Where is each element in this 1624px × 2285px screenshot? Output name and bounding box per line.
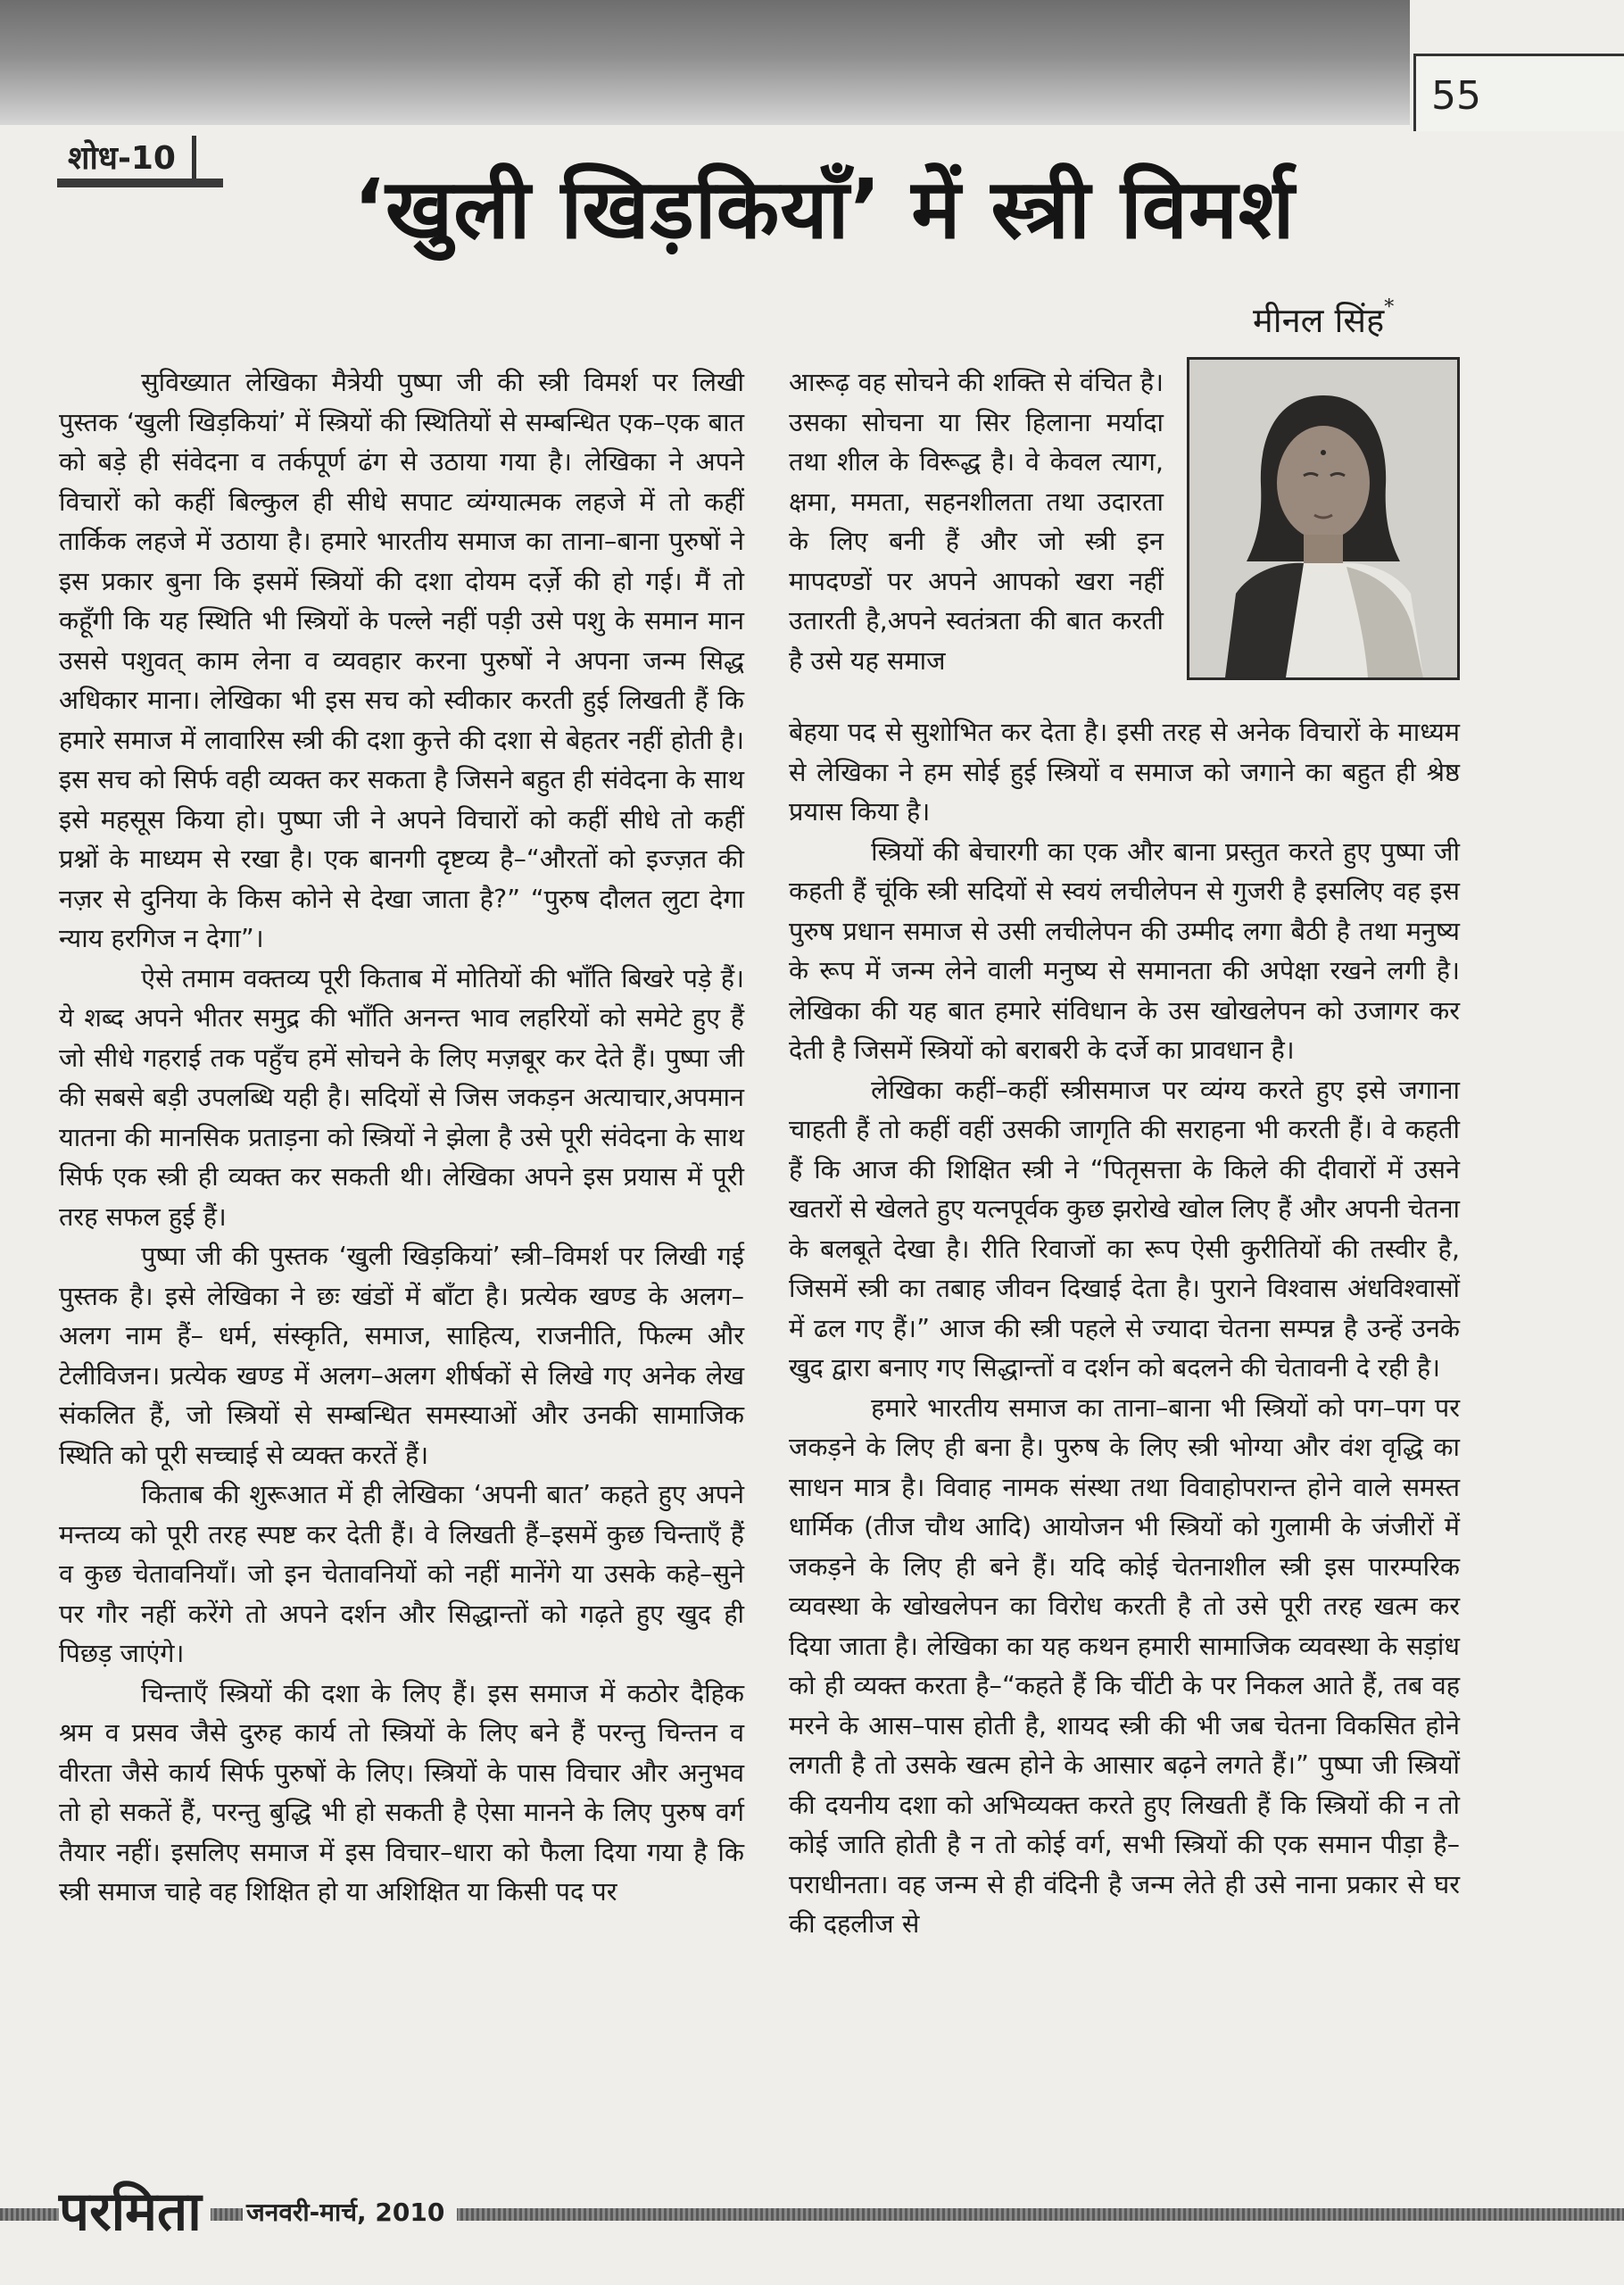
magazine-name: परमिता	[59, 2178, 211, 2246]
author-photo	[1187, 357, 1460, 680]
article-title: ‘खुली खिड़कियाँ’ में स्त्री विमर्श	[353, 162, 1296, 257]
paragraph: आरूढ़ वह सोचने की शक्ति से वंचित है। उसका सोचना या सिर हिलाना मर्यादा तथा शील के विरूद्ध है। वे केवल त्याग, क्षमा, ममता, सहनशीलता तथा उदारता के लिए बनी हैं और जो स्त्री इन मापदण्डों पर अपने आपको खरा नहीं उतारती है,अपने स्वतंत्रता की बात करती है उसे यह समाज	[789, 367, 1164, 676]
paragraph: लेखिका कहीं–कहीं स्त्रीसमाज पर व्यंग्य करते हुए इसे जगाना चाहती हैं तो कहीं वहीं उसकी जागृति की सराहना भी करती हैं। वे कहती हैं कि आज की शिक्षित स्त्री ने “पितृसत्ता के किले की दीवारों में उसने खतरों से खेलते हुए यत्नपूर्वक कुछ झरोखे खोल लिए हैं और अपनी चेतना के बलबूते देखा है। रीति रिवाजों का रूप ऐसी कुरीतियों की तस्वीर है, जिसमें स्त्री का तबाह जीवन दिखाई देता है। पुराने विश्वास अंधविश्वासों में ढल गए हैं।” आज की स्त्री पहले से ज्यादा चेतना सम्पन्न है उन्हें उनके खुद द्वारा बनाए गए सिद्धान्तों व दर्शन को बदलने की चेतावनी दे रही है।	[789, 1074, 1461, 1383]
right-column-top	[789, 362, 1164, 680]
section-tag-underline	[57, 179, 223, 187]
paragraph: किताब की शुरूआत में ही लेखिका ‘अपनी बात’ कहते हुए अपने मन्तव्य को पूरी तरह स्पष्ट कर देती हैं। वे लिखती हैं–इसमें कुछ चिन्ताएँ हैं व कुछ चेतावनियाँ। जो इन चेतावनियों को नहीं मानेंगे या उसके कहे–सुने पर गौर नहीं करेंगे तो अपने दर्शन और सिद्धान्तों को गढ़ते हुए खुद ही पिछड़ जाएंगे।	[59, 1479, 744, 1668]
author-footnote-mark: *	[1384, 296, 1395, 319]
paragraph: ऐसे तमाम वक्तव्य पूरी किताब में मोतियों की भाँति बिखरे पड़े हैं। ये शब्द अपने भीतर समुद्र की भाँति अनन्त भाव लहरियों को समेटे हुए हैं जो सीधे गहराई तक पहुँच हमें सोचने के लिए मज़बूर कर देते हैं। पुष्पा जी की सबसे बड़ी उपलब्धि यही है। सदियों से जिस जकड़न अत्याचार,अपमान यातना की मानसिक प्रताड़ना को स्त्रियों ने झेला है उसे पूरी संवेदना के साथ सिर्फ एक स्त्री ही व्यक्त कर सकती थी। लेखिका अपने इस प्रयास में पूरी तरह सफल हुई हैं।	[59, 962, 744, 1232]
paragraph: चिन्ताएँ स्त्रियों की दशा के लिए हैं। इस समाज में कठोर दैहिक श्रम व प्रसव जैसे दुरुह कार्य तो स्त्रियों के लिए बने हैं परन्तु चिन्तन व वीरता जैसे कार्य सिर्फ पुरुषों के लिए। स्त्रियों के पास विचार और अनुभव तो हो सकतें हैं, परन्तु बुद्धि भी हो सकती है ऐसा मानने के लिए पुरुष वर्ग तैयार नहीं। इसलिए समाज में इस विचार–धारा को फैला दिया गया है कि स्त्री समाज चाहे वह शिक्षित हो या अशिक्षित या किसी पद पर	[59, 1677, 744, 1907]
section-tag: शोध-10	[59, 136, 196, 187]
paragraph: पुष्पा जी की पुस्तक ‘खुली खिड़कियां’ स्त्री–विमर्श पर लिखी गई पुस्तक है। इसे लेखिका ने छः खंडों में बाँटा है। प्रत्येक खण्ड के अलग–अलग नाम हैं– धर्म, संस्कृति, समाज, साहित्य, राजनीति, फिल्म और टेलीविजन। प्रत्येक खण्ड में अलग–अलग शीर्षकों से लिखे गए अनेक लेख संकलित हैं, जो स्त्रियों से सम्बन्धित समस्याओं और उनकी सामाजिक स्थिति को पूरी सच्चाई से व्यक्त करतें हैं।	[59, 1241, 744, 1470]
right-column	[789, 712, 1460, 1944]
paragraph: बेहया पद से सुशोभित कर देता है। इसी तरह से अनेक विचारों के माध्यम से लेखिका ने हम सोई हुई स्त्रियों व समाज को जगाने का बहुत ही श्रेष्ठ प्रयास किया है।	[789, 717, 1460, 827]
paragraph: सुविख्यात लेखिका मैत्रेयी पुष्पा जी की स्त्री विमर्श पर लिखी पुस्तक ‘खुली खिड़कियां’ में स्त्रियों की स्थितियों से सम्बन्धित एक–एक बात को बड़े ही संवेदना व तर्कपूर्ण ढंग से उठाया गया है। लेखिका ने अपने विचारों को कहीं बिल्कुल ही सीधे सपाट व्यंग्यात्मक लहजे में तो कहीं तार्किक लहजे में उठाया है। हमारे भारतीय समाज का ताना–बाना पुरुषों ने इस प्रकार बुना कि इसमें स्त्रियों की दशा दोयम दर्ज़े की हो गई। मैं तो कहूँगी कि यह स्थिति भी स्त्रियों के पल्ले नहीं पड़ी उसे पशु के समान मान उससे पशुवत् काम लेना व व्यवहार करना पुरुषों ने अपना जन्म सिद्ध अधिकार माना। लेखिका भी इस सच को स्वीकार करती हुई लिखती हैं कि हमारे समाज में लावारिस स्त्री की दशा कुत्ते की दशा से बेहतर नहीं होती है। इस सच को सिर्फ वही व्यक्त कर सकता है जिसने बहुत ही संवेदना के साथ इसे महसूस किया हो। पुष्पा जी ने अपने विचारों को कहीं सीधे तो कहीं प्रश्नों के माध्यम से रखा है। एक बानगी दृष्टव्य है–“औरतों को इज्ज़त की नज़र से दुनिया के किस कोने से देखा जाता है?” “पुरुष दौलत लुटा देगा न्याय हरगिज न देगा”।	[59, 367, 744, 953]
article-author	[1253, 296, 1394, 343]
author-portrait-image	[1189, 360, 1457, 677]
paragraph: स्त्रियों की बेचारगी का एक और बाना प्रस्तुत करते हुए पुष्पा जी कहती हैं चूंकि स्त्री सदियों से स्वयं लचीलेपन से गुजरी है इसलिए वह इस पुरुष प्रधान समाज से उसी लचीलेपन की उम्मीद लगा बैठी है तथा मनुष्य के रूप में जन्म लेने वाली मनुष्य से समानता की अपेक्षा रखने लगी है। लेखिका की यह बात हमारे संविधान के उस खोखलेपन को उजागर कर देती है जिसमें स्त्रियों को बराबरी के दर्जे का प्रावधान है।	[789, 835, 1460, 1065]
page-number: 55	[1431, 73, 1481, 119]
paragraph: हमारे भारतीय समाज का ताना–बाना भी स्त्रियों को पग–पग पर जकड़ने के लिए ही बना है। पुरुष के लिए स्त्री भोग्या और वंश वृद्धि का साधन मात्र है। विवाह नामक संस्था तथा विवाहोपरान्त होने वाले समस्त धार्मिक (तीज चौथ आदि) आयोजन भी स्त्रियों को गुलामी के जंजीरों में जकड़ने के लिए ही बने हैं। यदि कोई चेतनाशील स्त्री इस पारम्परिक व्यवस्था के खोखलेपन का विरोध करती है तो उसे पूरी तरह खत्म कर दिया जाता है। लेखिका का यह कथन हमारी सामाजिक व्यवस्था के सड़ांध को ही व्यक्त करता है–“कहते हैं कि चींटी के पर निकल आते हैं, तब वह मरने के आस–पास होती है, शायद स्त्री की भी जब चेतना विकसित होने लगती है तो उसके खत्म होने के आसार बढ़ने लगते हैं।” पुष्पा जी स्त्रियों की दयनीय दशा को अभिव्यक्त करते हुए लिखती हैं कि स्त्रियों की न तो कोई जाति होती है न तो कोई वर्ग, सभी स्त्रियों की एक समान पीड़ा है– पराधीनता। वह जन्म से ही वंदिनी है जन्म लेते ही उसे नाना प्रकार से घर की दहलीज से	[789, 1392, 1460, 1939]
issue-date: जनवरी-मार्च, 2010	[243, 2194, 457, 2231]
left-column	[59, 362, 744, 1912]
header-band	[0, 0, 1410, 125]
author-name: मीनल सिंह	[1253, 301, 1385, 340]
